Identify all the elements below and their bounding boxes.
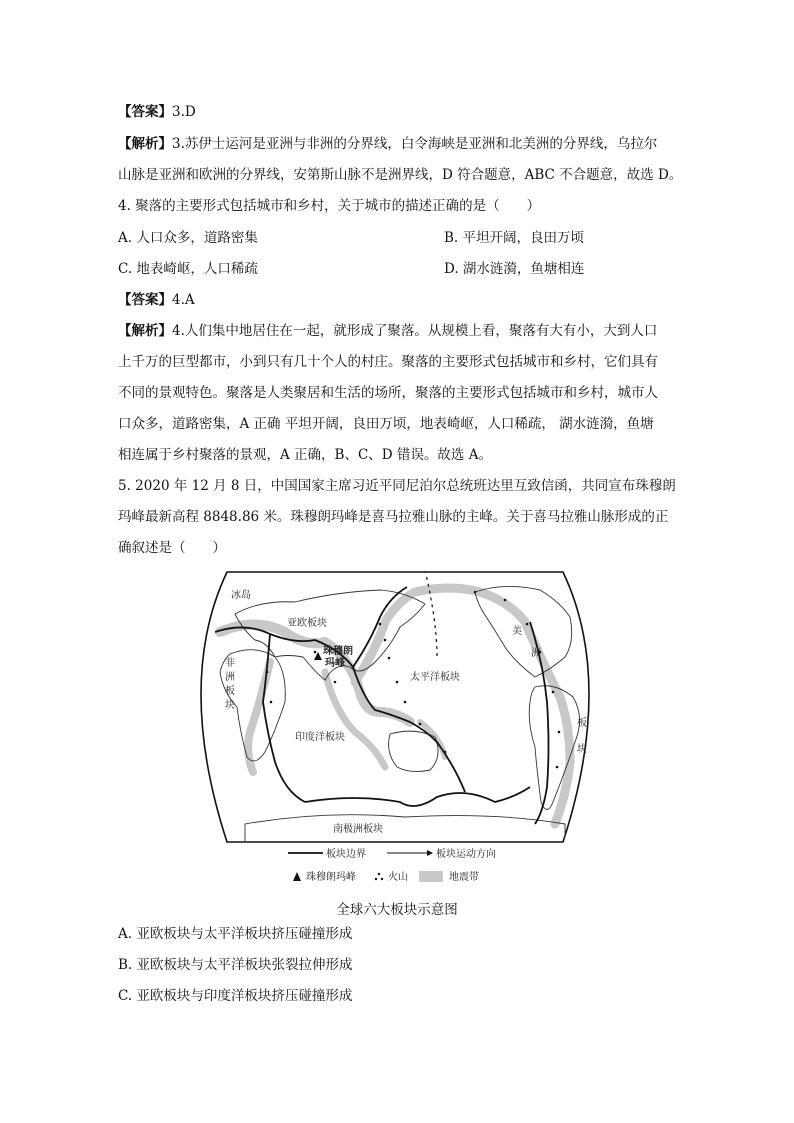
quake-legend-swatch (419, 871, 443, 882)
label-everest-2: 玛峰 (325, 658, 345, 669)
q4-stem: 4. 聚落的主要形式包括城市和乡村，关于城市的描述正确的是（ ） (118, 198, 541, 214)
label-everest-1: 珠穆朗 (323, 646, 353, 657)
q4-answer-line (118, 290, 195, 310)
label-antarctic-plate: 南极洲板块 (333, 824, 383, 835)
q4-option-a: A. 人口众多，道路密集 (118, 230, 258, 246)
q5-stem-line2: 玛峰最新高程 8848.86 米。珠穆朗玛峰是喜马拉雅山脉的主峰。关于喜马拉雅山脉形成的正 (118, 509, 669, 525)
analysis-tag: 【解析】 (118, 136, 172, 152)
label-america-1: 美 (512, 626, 522, 637)
label-america-2: 洲 (531, 648, 541, 659)
q3-analysis-line2: 山脉是亚洲和欧洲的分界线，安第斯山脉不是洲界线，D 符合题意，ABC 不合题意，故选 D。 (118, 167, 683, 183)
volcano-legend-icon (375, 873, 383, 880)
q5-stem-line3: 确叙述是（ ） (118, 540, 226, 556)
analysis-tag: 【解析】 (118, 323, 172, 339)
label-indian-plate: 印度洋板块 (295, 732, 345, 743)
label-africa-2: 洲 (225, 672, 235, 683)
legend-boundary-label: 板块边界 (326, 849, 366, 860)
q5-option-a: A. 亚欧板块与太平洋板块挤压碰撞形成 (118, 926, 353, 942)
q3-answer: 3.D (172, 104, 196, 120)
q4-option-b: B. 平坦开阔，良田万顷 (444, 230, 585, 246)
label-africa-1: 非 (225, 658, 235, 669)
map-legend (288, 847, 496, 883)
map-caption: 全球六大板块示意图 (336, 902, 458, 918)
q4-option-d: D. 湖水涟漪，鱼塘相连 (444, 261, 585, 277)
label-africa-3: 板 (225, 686, 235, 697)
label-africa-4: 块 (225, 700, 235, 711)
legend-quake-label: 地震带 (449, 872, 479, 883)
q3-analysis-line1 (118, 134, 657, 154)
q5-stem-line1: 5. 2020 年 12 月 8 日，中国国家主席习近平同尼泊尔总统班达里互致信函，共同宣布珠穆朗 (118, 478, 676, 494)
q5-option-c: C. 亚欧板块与印度洋板块挤压碰撞形成 (118, 988, 353, 1004)
everest-legend-icon (293, 872, 301, 881)
q4-analysis-line1 (118, 321, 657, 341)
label-eurasian-plate: 亚欧板块 (287, 618, 327, 629)
q3-analysis-text1: 3.苏伊士运河是亚洲与非洲的分界线，白令海峡是亚洲和北美洲的分界线，乌拉尔 (172, 136, 658, 152)
arrow-right-icon (427, 850, 433, 856)
q4-answer: 4.A (172, 292, 195, 308)
legend-motion-label: 板块运动方向 (436, 849, 496, 860)
legend-volcano-label: 火山 (388, 872, 408, 883)
plate-map (175, 562, 615, 892)
q4-analysis-text1: 4.人们集中地居住在一起，就形成了聚落。从规模上看，聚落有大有小，大到人口 (172, 323, 658, 339)
q4-analysis-line5: 相连属于乡村聚落的景观，A 正确，B、C、D 错误。故选 A。 (118, 447, 492, 463)
label-iceland: 冰岛 (231, 590, 251, 601)
label-america-3: 板 (577, 718, 587, 729)
answer-tag: 【答案】 (118, 292, 172, 308)
label-pacific-plate: 太平洋板块 (410, 672, 460, 683)
label-america-4: 块 (577, 744, 587, 755)
q4-option-c: C. 地表崎岖，人口稀疏 (118, 261, 258, 277)
q5-option-b: B. 亚欧板块与太平洋板块张裂拉伸形成 (118, 957, 353, 973)
q4-analysis-line4: 口众多，道路密集，A 正确 平坦开阔，良田万顷，地表崎岖，人口稀疏， 湖水涟漪，鱼塘 (118, 416, 654, 432)
q4-analysis-line3: 不同的景观特色。聚落是人类聚居和生活的场所，聚落的主要形式包括城市和乡村，城市人 (118, 385, 658, 401)
legend-everest-label: 珠穆朗玛峰 (306, 872, 356, 883)
q3-answer-line (118, 102, 196, 122)
answer-tag: 【答案】 (118, 104, 172, 120)
q4-analysis-line2: 上千万的巨型都市，小到只有几十个人的村庄。聚落的主要形式包括城市和乡村，它们具有 (118, 354, 658, 370)
